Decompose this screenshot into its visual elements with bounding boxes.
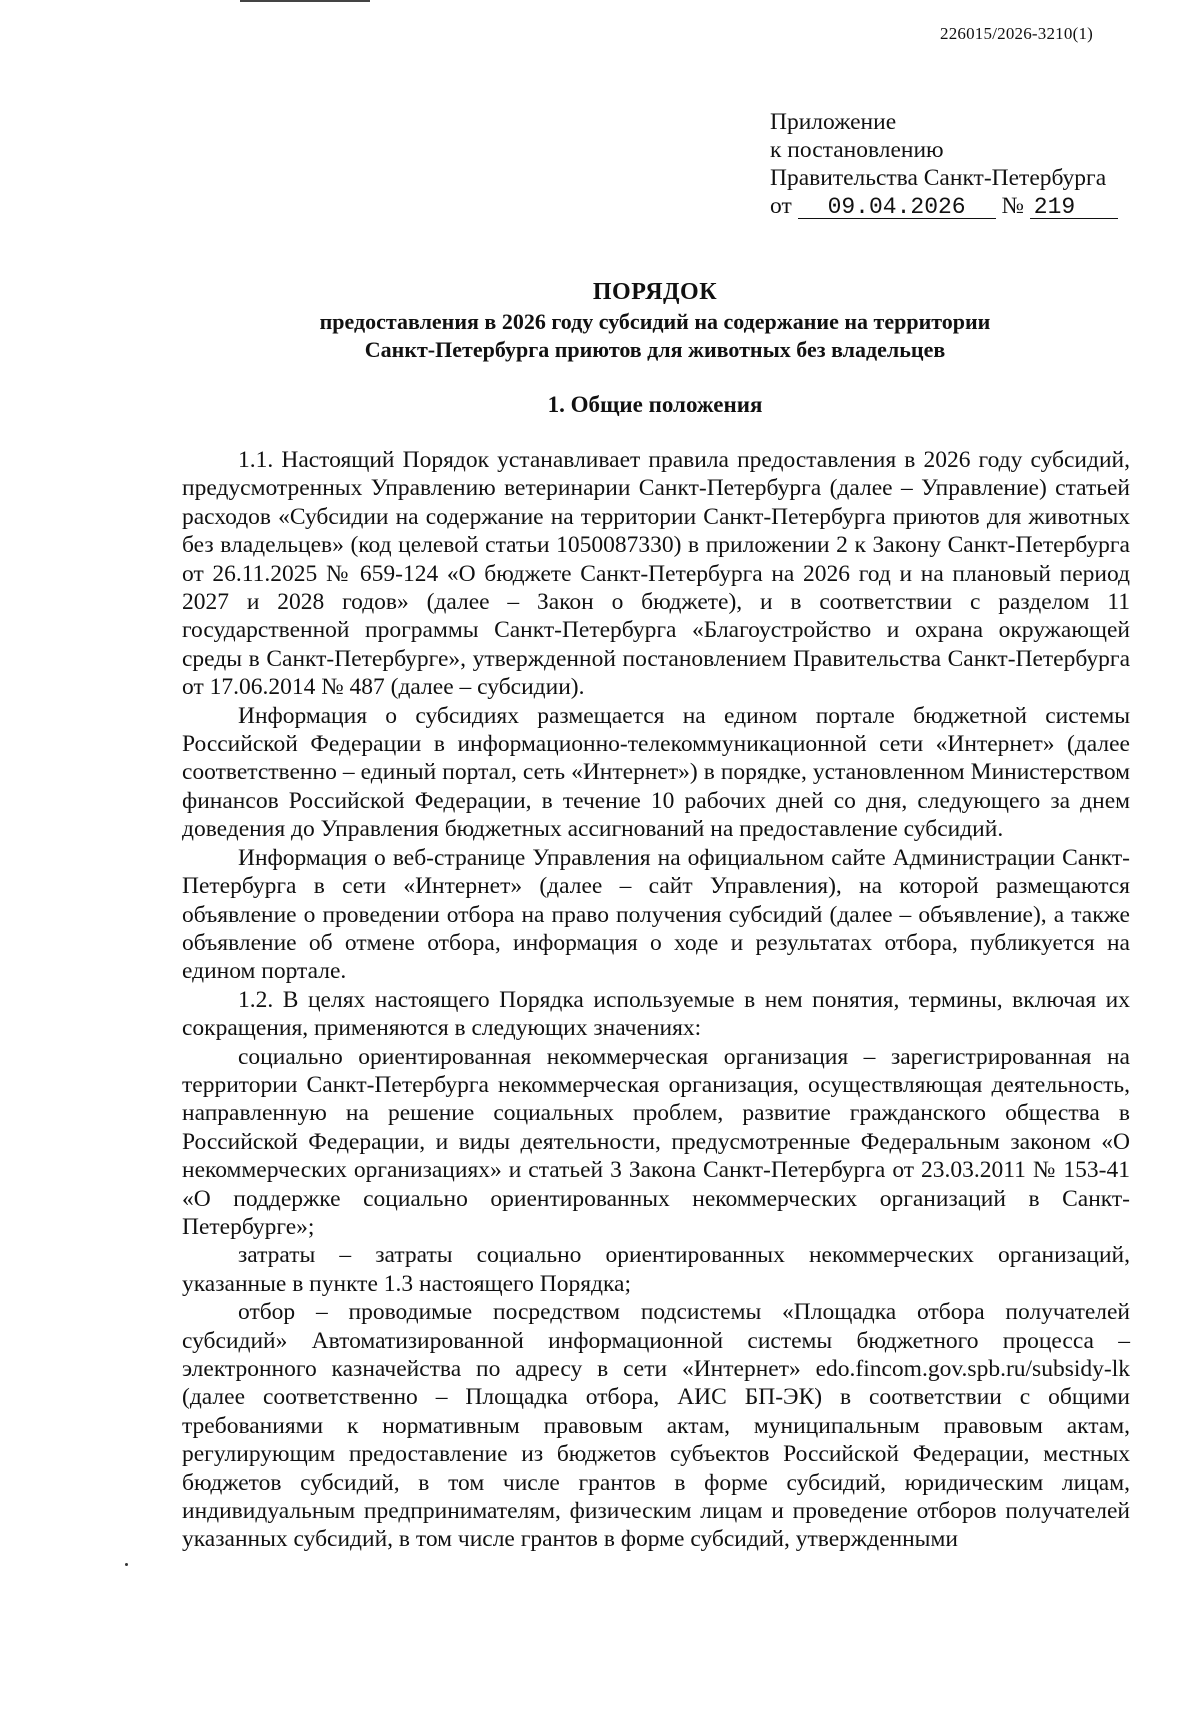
- decree-date: 09.04.2026: [798, 196, 996, 219]
- paragraph: Информация о веб-странице Управления на официальном сайте Администрации Санкт-Петербурга в сети «Интернет» (далее – сайт Управления), на которой размещаются объявление о проведении отбора на право получения субсидий (далее – объявление), а также объявление об отмене отбора, информация о ходе и результатах отбора, публикуется на едином портале.: [182, 844, 1130, 985]
- paragraph: социально ориентированная некоммерческая организация – зарегистрированная на территории Санкт-Петербурга некоммерческая организация, осуществляющая деятельность, направленную на решение социальных проблем, развитие гражданского общества в Российской Федерации, и виды деятельности, предусмотренные Федеральным законом «О некоммерческих организациях» и статьей 3 Закона Санкт-Петербурга от 23.03.2011 № 153-41 «О поддержке социально ориентированных некоммерческих организаций в Санкт-Петербурге»;: [182, 1043, 1130, 1240]
- title-sub-line-1: предоставления в 2026 году субсидий на содержание на территории: [319, 309, 991, 334]
- appendix-block: [770, 108, 1118, 220]
- scan-edge-mark: [240, 0, 370, 2]
- scan-dot-mark: [125, 1563, 128, 1566]
- date-prefix: от: [770, 193, 792, 219]
- appendix-line-2: к постановлению: [770, 137, 944, 163]
- body-text: [182, 446, 1130, 1554]
- appendix-line-3: Правительства Санкт-Петербурга: [770, 165, 1107, 191]
- section-heading: 1. Общие положения: [547, 392, 763, 417]
- number-prefix: №: [1001, 193, 1024, 219]
- document-title: [180, 276, 1130, 364]
- title-main: ПОРЯДОК: [592, 279, 718, 305]
- appendix-line-1: Приложение: [770, 109, 897, 135]
- registration-number: 226015/2026-3210(1): [940, 24, 1094, 43]
- decree-number: 219: [1030, 196, 1118, 219]
- paragraph: отбор – проводимые посредством подсистемы «Площадка отбора получателей субсидий» Автоматизированной информационной системы бюджетного процесса – электронного казначейства по адресу в сети «Интернет» edo.fincom.gov.spb.ru/subsidy-lk (далее соответственно – Площадка отбора, АИС БП-ЭК) в соответствии с общими требованиями к нормативным правовым актам, муниципальным правовым актам, регулирующим предоставление из бюджетов субъектов Российской Федерации, местных бюджетов субсидий, в том числе грантов в форме субсидий, юридическим лицам, индивидуальным предпринимателям, физическим лицам и проведение отборов получателей указанных субсидий, в том числе грантов в форме субсидий, утвержденными: [182, 1299, 1130, 1553]
- paragraph: затраты – затраты социально ориентированных некоммерческих организаций, указанные в пункте 1.3 настоящего Порядка;: [182, 1242, 1130, 1297]
- paragraph: 1.1. Настоящий Порядок устанавливает правила предоставления в 2026 году субсидий, предусмотренных Управлению ветеринарии Санкт-Петербурга (далее – Управление) статьей расходов «Субсидии на содержание на территории Санкт-Петербурга приютов для животных без владельцев» (код целевой статьи 1050087330) в приложении 2 к Закону Санкт-Петербурга от 26.11.2025 № 659-124 «О бюджете Санкт-Петербурга на 2026 год и на плановый период 2027 и 2028 годов» (далее – Закон о бюджете), и в соответствии с разделом 11 государственной программы Санкт-Петербурга «Благоустройство и охрана окружающей среды в Санкт-Петербурге», утвержденной постановлением Правительства Санкт-Петербурга от 17.06.2014 № 487 (далее – субсидии).: [182, 447, 1130, 701]
- paragraph: 1.2. В целях настоящего Порядка используемые в нем понятия, термины, включая их сокращения, применяются в следующих значениях:: [182, 986, 1130, 1042]
- appendix-date-line: [770, 192, 1118, 220]
- paragraph: Информация о субсидиях размещается на едином портале бюджетной системы Российской Федерации в информационно-телекоммуникационной сети «Интернет» (далее соответственно – единый портал, сеть «Интернет») в порядке, установленном Министерством финансов Российской Федерации, в течение 10 рабочих дней со дня, следующего за днем доведения до Управления бюджетных ассигнований на предоставление субсидий.: [182, 702, 1130, 843]
- title-sub-line-2: Санкт-Петербурга приютов для животных без владельцев: [364, 337, 946, 362]
